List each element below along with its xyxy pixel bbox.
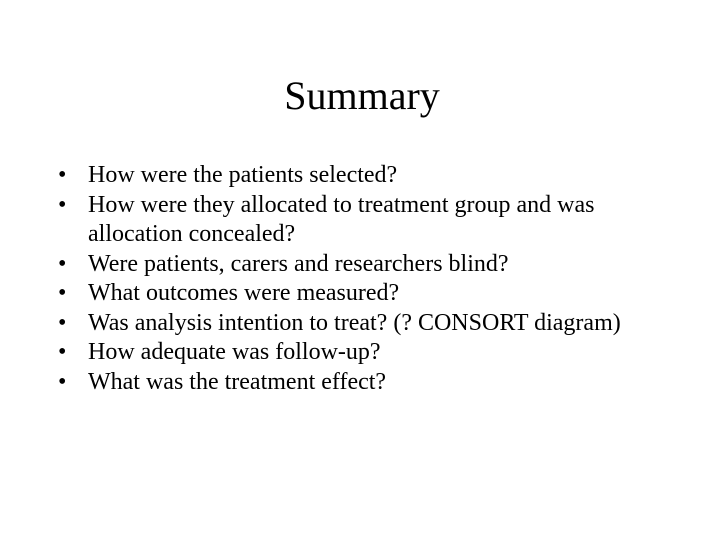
bullet-item [58,368,678,398]
bullet-text: What outcomes were measured? [88,280,400,306]
bullet-marker: • [58,368,67,395]
bullet-text: How adequate was follow-up? [88,339,381,365]
bullet-text: What was the treatment effect? [88,368,387,395]
bullet-item [58,279,678,309]
bullet-marker: • [58,191,67,218]
bullet-marker: • [58,280,67,306]
bullet-marker: • [58,339,67,365]
bullet-item [58,309,678,339]
bullet-marker: • [58,309,67,336]
bullet-marker: • [58,250,67,277]
bullet-item [58,191,678,250]
bullet-item [58,250,678,280]
slide-title: Summary [284,73,440,118]
bullet-text: Were patients, carers and researchers blind? [88,250,509,277]
bullet-item [58,338,678,368]
bullet-list [58,161,678,397]
bullet-text: Was analysis intention to treat? (? CONSORT diagram) [88,309,621,336]
bullet-marker: • [58,162,67,188]
bullet-item [58,161,678,191]
bullet-text: How were the patients selected? [88,162,398,188]
bullet-text: How were they allocated to treatment group and was allocation concealed? [88,191,595,247]
